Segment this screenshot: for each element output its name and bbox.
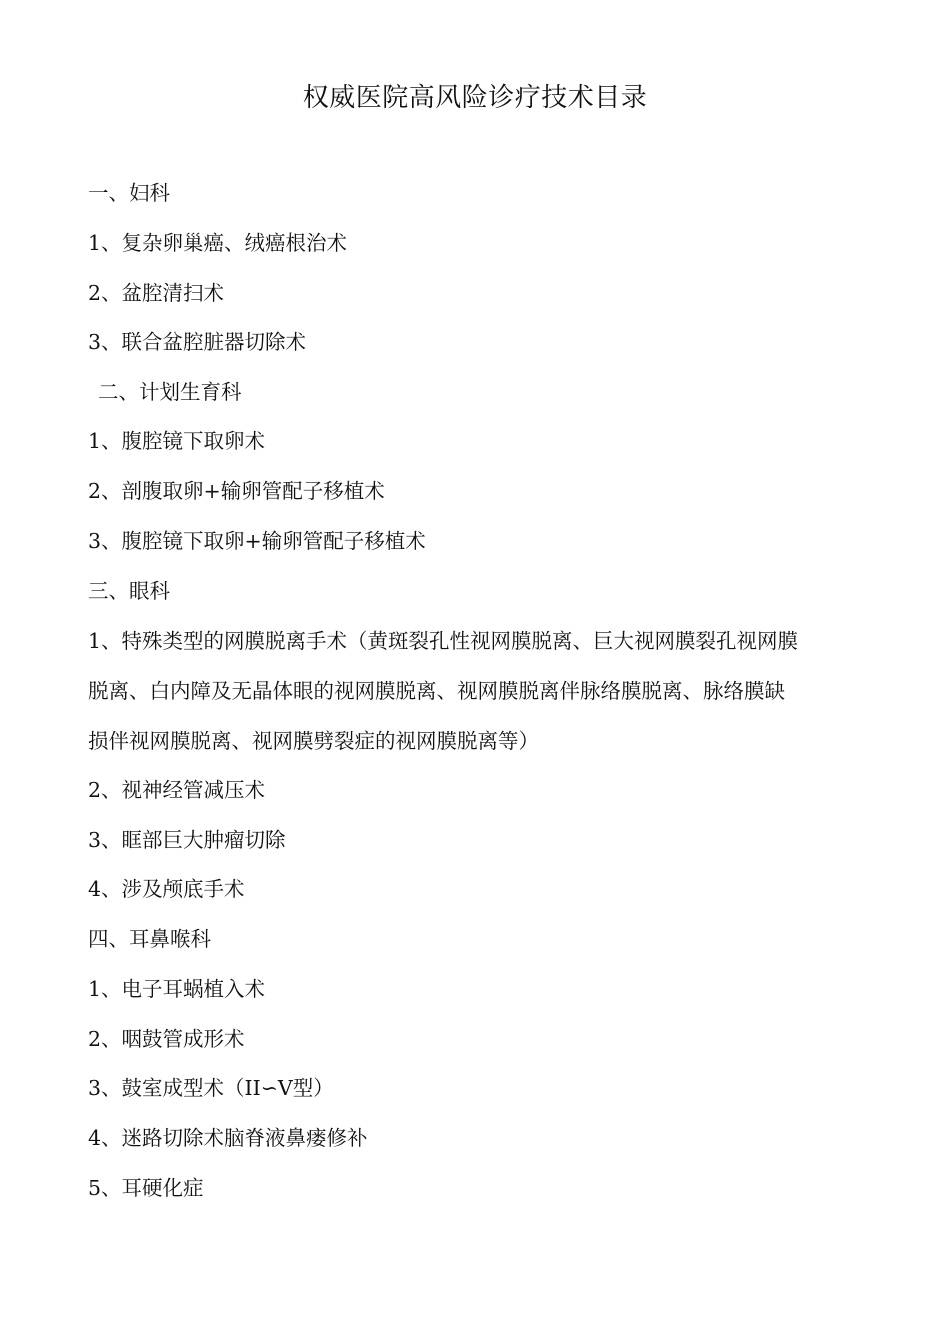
list-item: 2、视神经管减压术 (88, 778, 266, 802)
list-item: 2、盆腔清扫术 (88, 281, 225, 305)
list-item: 3、眶部巨大肿瘤切除 (88, 828, 286, 852)
list-item: 3、腹腔镜下取卵+输卵管配子移植术 (88, 529, 426, 553)
list-item: 5、耳硬化症 (88, 1176, 204, 1200)
list-item: 2、剖腹取卵+输卵管配子移植术 (88, 479, 385, 503)
list-item: 1、复杂卵巢癌、绒癌根治术 (88, 231, 348, 255)
list-item: 3、鼓室成型术（II∽V型） (88, 1076, 334, 1100)
list-item-continuation: 损伴视网膜脱离、视网膜劈裂症的视网膜脱离等） (88, 729, 539, 753)
list-item: 1、电子耳蜗植入术 (88, 977, 266, 1001)
section-heading-family-planning: 二、计划生育科 (98, 380, 242, 404)
list-item: 3、联合盆腔脏器切除术 (88, 330, 307, 354)
section-heading-ophthalmology: 三、眼科 (88, 579, 170, 603)
document-title: 权威医院高风险诊疗技术目录 (302, 83, 648, 113)
list-item-continuation: 脱离、白内障及无晶体眼的视网膜脱离、视网膜脱离伴脉络膜脱离、脉络膜缺 (88, 679, 785, 703)
section-heading-gynecology: 一、妇科 (88, 181, 170, 205)
list-item: 4、迷路切除术脑脊液鼻瘘修补 (88, 1126, 368, 1150)
list-item: 2、咽鼓管成形术 (88, 1027, 245, 1051)
list-item: 4、涉及颅底手术 (88, 877, 245, 901)
list-item: 1、特殊类型的网膜脱离手术（黄斑裂孔性视网膜脱离、巨大视网膜裂孔视网膜 (88, 629, 799, 653)
list-item: 1、腹腔镜下取卵术 (88, 429, 266, 453)
section-heading-ent: 四、耳鼻喉科 (88, 927, 211, 951)
